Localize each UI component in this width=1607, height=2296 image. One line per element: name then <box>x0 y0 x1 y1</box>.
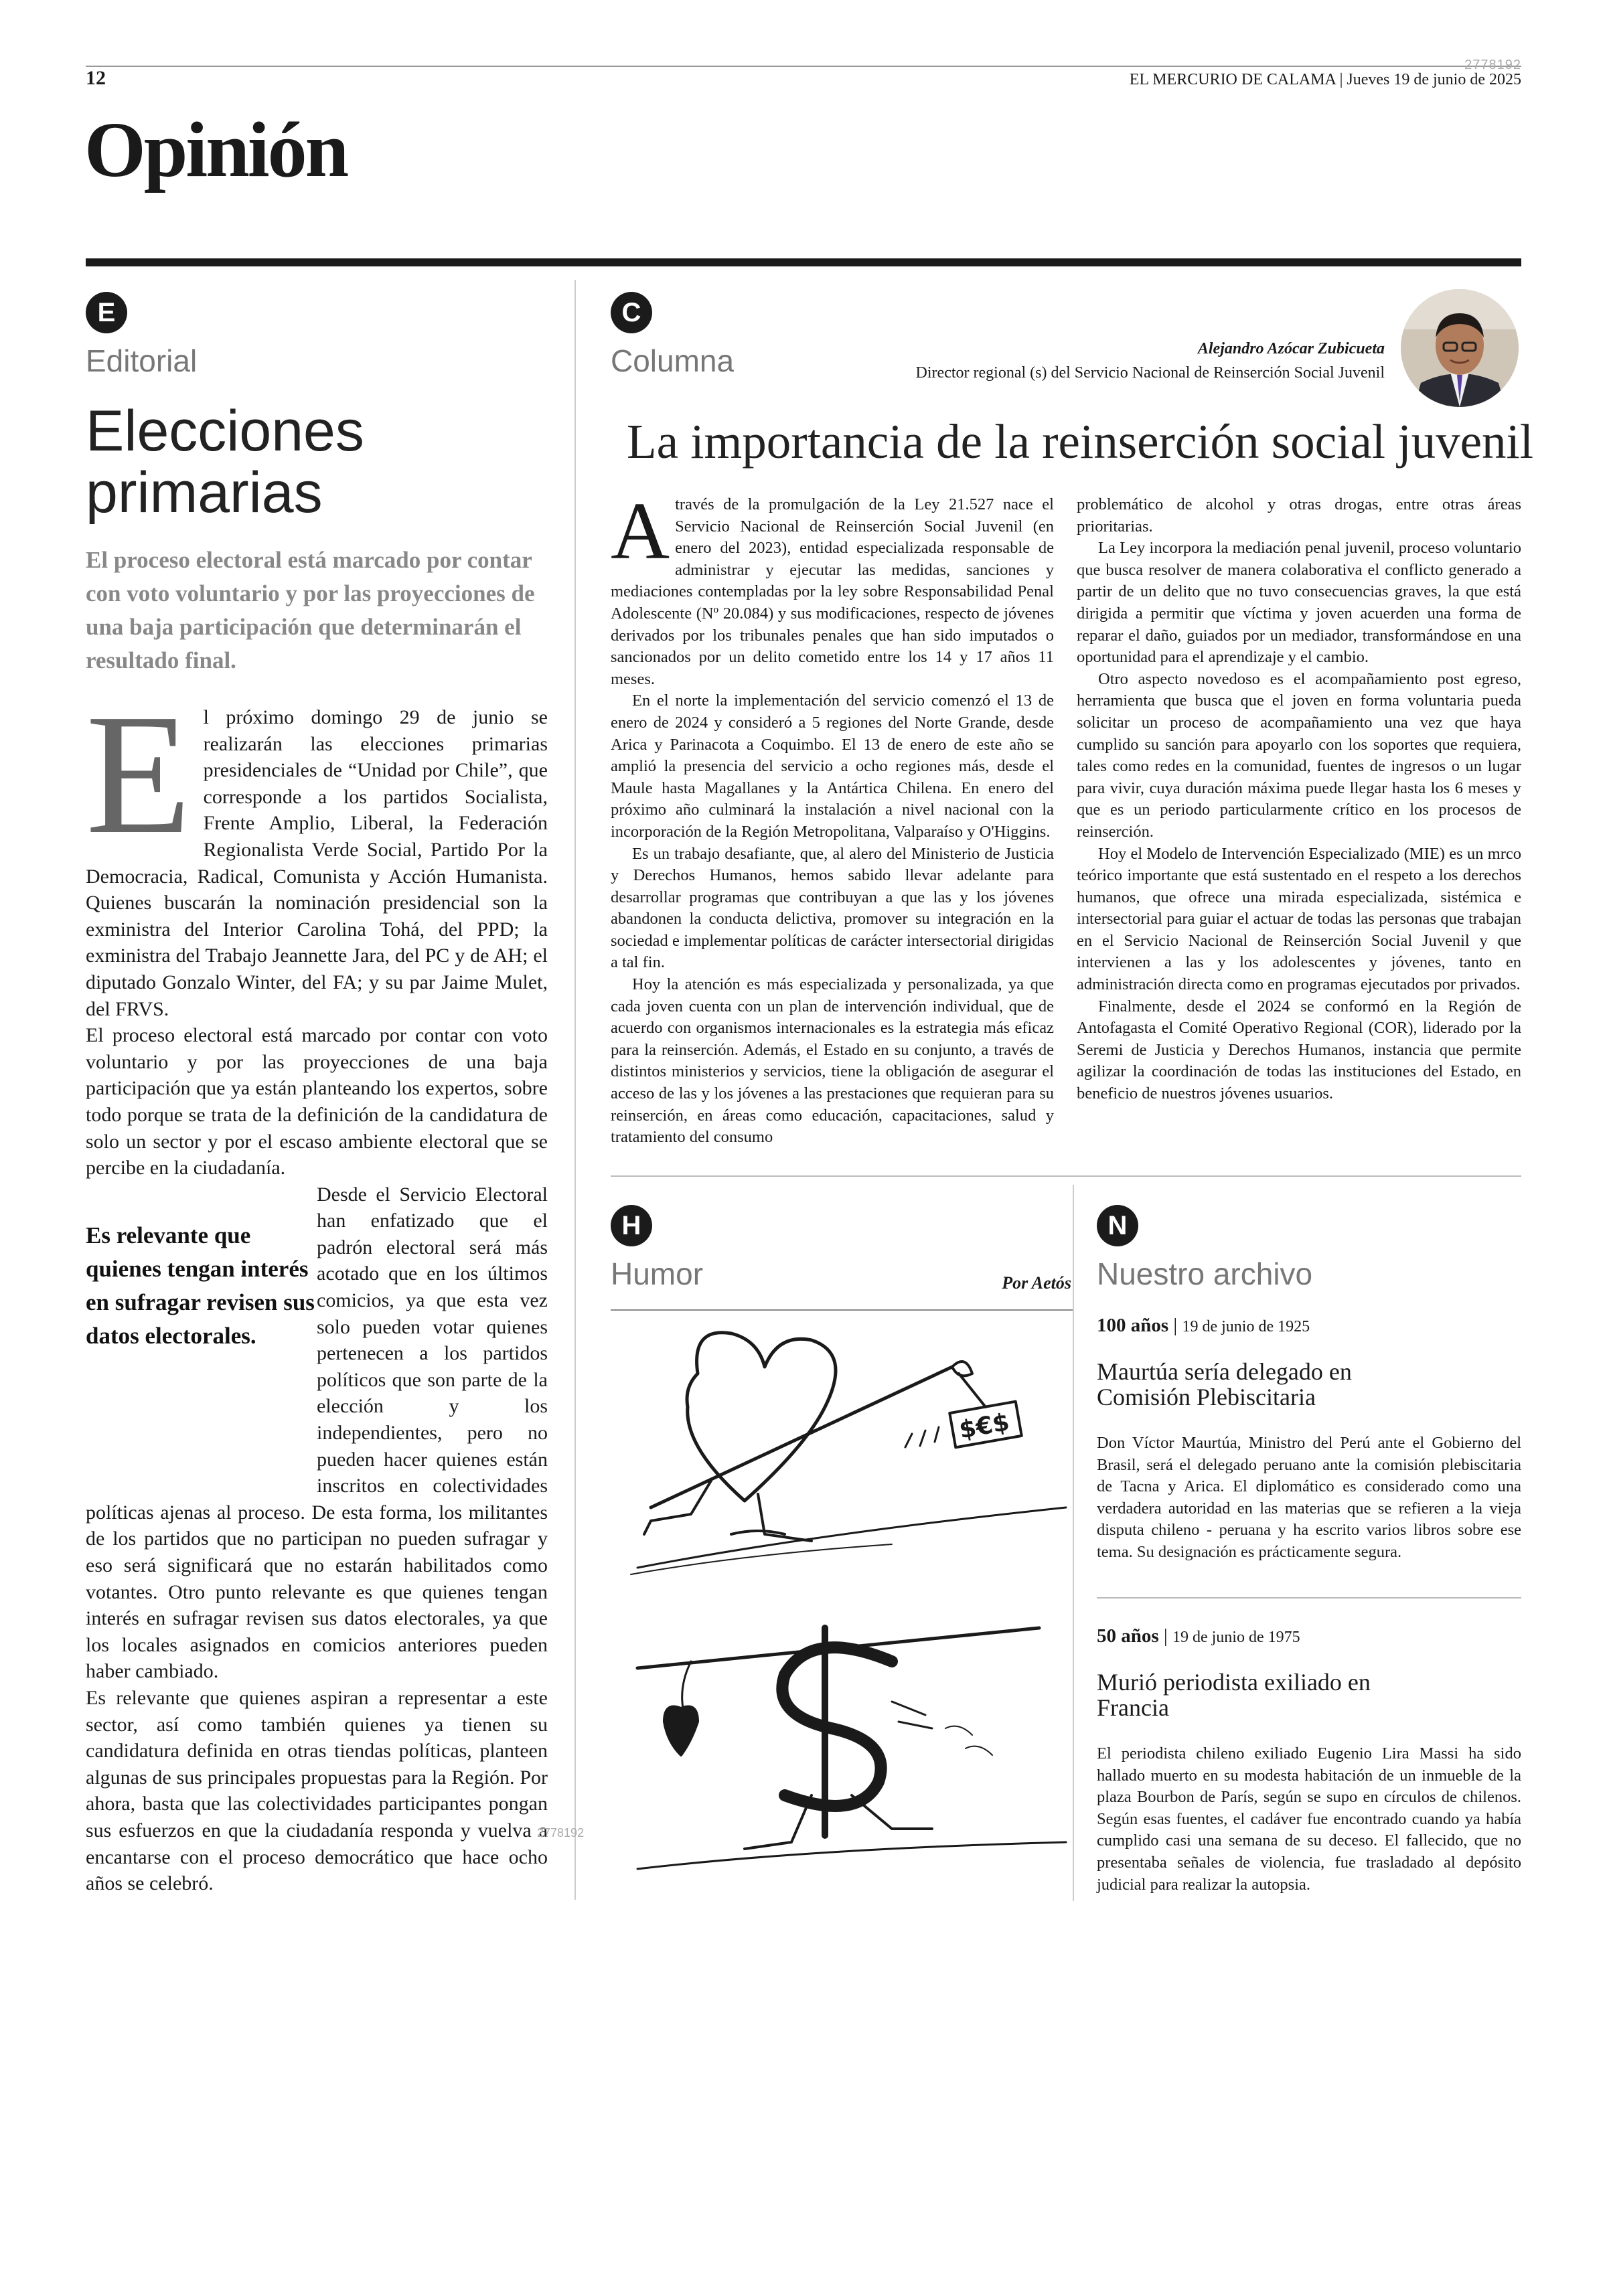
editorial-paragraph: El proceso electoral está marcado por contar con voto voluntario y por las proyecciones de una baja participación que ya están planteando los expertos, sobre todo porque se trata de la definición de la candidatura de solo un sector y por el escaso ambiente electoral que se percibe en la ciudadanía. <box>86 1024 548 1179</box>
archive-rule <box>1097 1597 1521 1598</box>
author-role: Director regional (s) del Servicio Nacional de Reinserción Social Juvenil <box>915 364 1385 382</box>
section-title: Opinión <box>84 106 348 193</box>
column-kicker: Columna <box>611 343 735 378</box>
cartoon-price-tag: $€$ <box>957 1408 1012 1445</box>
archive-badge: N <box>1097 1205 1138 1246</box>
lower-divider <box>1073 1185 1074 1901</box>
author-name: Alejandro Azócar Zubicueta <box>1197 340 1385 357</box>
author-photo <box>1401 289 1519 407</box>
masthead: EL MERCURIO DE CALAMA | Jueves 19 de junio de 2025 <box>1129 71 1521 88</box>
column-paragraph: Através de la promulgación de la Ley 21.527 nace el Servicio Nacional de Reinserción Social Juvenil (en enero del 2023), entidad especializada responsable de administrar y ejecutar las medidas, sanciones y mediaciones contempladas por la ley sobre Responsabilidad Penal Adolescente (Nº 20.084) y sus modificaciones, respecto de jóvenes derivados por los tribunales penales que han sido imputados o sancionados por un delito cometido entre los 14 y 17 años 11 meses. <box>611 486 1054 688</box>
humor-badge: H <box>611 1205 652 1246</box>
editorial-paragraph: Es relevante que quienes aspiran a representar a este sector, así como también quienes ya tienen su candidatura definida en otras tiendas políticas, planteen algunas de sus principales propuestas para la Región. Por ahora, basta que las colectividades participantes pongan sus esfuerzos en que la ciudadanía responda y vuelva a encantarse con el proceso democrático que hace ocho años se celebró. <box>86 1686 548 1895</box>
cartoon-stamp: 2778192 <box>537 1826 585 1839</box>
editorial-badge: E <box>86 292 127 333</box>
archive-headline: Murió periodista exiliado en Francia <box>1097 1669 1371 1721</box>
editorial-drop-cap: E <box>86 678 192 870</box>
editorial-kicker: Editorial <box>86 343 198 378</box>
page-number: 12 <box>86 67 106 89</box>
column-paragraph: La Ley incorpora la mediación penal juvenil, proceso voluntario que busca resolver de manera colaborativa el conflicto generado a partir de un delito que no tuvo consecuencias graves, la que está dirigida a permitir que víctima y joven acuerden una forma de reparar el daño, guiados por un mediador, transformándose en una oportunidad para el aprendizaje y el cambio. <box>1077 539 1521 667</box>
archive-body: El periodista chileno exiliado Eugenio Lira Massi ha sido hallado muerto en su modesta habitación de un inmueble de la plaza Bourbon de París, según se supo en círculos de chilenos. Según esas fuentes, el cadáver fue encontrado cuando ya había cumplido casi una semana de su deceso. El fallecido, que no presentaba señales de violencia, fue trasladado al depósito judicial para realizar la autopsia. <box>1097 1744 1521 1894</box>
editorial-lead: El proceso electoral está marcado por contar con voto voluntario y por las proyecciones de una baja participación que determinarán el resultado final. <box>86 547 535 673</box>
archive-years: 100 años | 19 de junio de 1925 <box>1097 1315 1310 1336</box>
column-paragraph: Hoy la atención es más especializada y personalizada, ya que cada joven cuenta con un plan de intervención individual, que de acuerdo con organismos internacionales es la estrategia más eficaz para la reinserción. Además, el Estado en su conjunto, a través de distintos ministerios y servicios, tiene la obligación de asegurar el acceso de las y los jóvenes a las prestaciones que requieran para su reinserción, en áreas como educación, capacitaciones, salud y tratamiento del consumo <box>611 975 1054 1147</box>
editorial-paragraph: Desde el Servicio Electoral han enfatizado que el padrón electoral será más acotado que en los últimos comicios, ya que esta vez solo pueden votar quienes pertenecen a los partidos políticos que son parte de la elección y los independientes, pero no pueden hacer quienes están inscritos en colectividades políticas ajenas al proceso. De esta forma, los militantes de los partidos que no participan no pueden sufragar y eso será significará que no estarán habilitados como votantes. Otro punto relevante es que quienes tengan interés en sufragar revisen sus datos electorales, ya que los locales asignados en comicios anteriores pueden haber cambiado. <box>86 1183 548 1683</box>
column-badge: C <box>611 292 652 333</box>
column-paragraph: Es un trabajo desafiante, que, al alero del Ministerio de Justicia y Derechos Humanos, hemos sabido llevar adelante para desarrollar programas que contribuyan a que las y los jóvenes abandonen la conducta delictiva, promover su integración en la sociedad e implementar políticas de carácter intersectorial dirigidas a tal fin. <box>611 844 1054 972</box>
editorial-body <box>86 678 548 1897</box>
column-paragraph: Finalmente, desde el 2024 se conformó en la Región de Antofagasta el Comité Operativo Regional (COR), liderado por la Seremi de Justicia y Derechos Humanos, instancia que permite agilizar la coordinación de todas las instituciones del Estado, en beneficio de nuestros jóvenes usuarios. <box>1077 997 1521 1103</box>
pull-quote: Es relevante que quienes tengan interés en sufragar revisen sus datos electorales. <box>86 1222 315 1349</box>
lower-rule <box>611 1175 1521 1177</box>
column-drop-cap: A <box>611 486 670 576</box>
editorial-paragraph: l próximo domingo 29 de junio se realizarán las elecciones primarias presidenciales de “Unidad por Chile”, que corresponde a los partidos Socialista, Frente Amplio, Liberal, la Federación Regionalista Verde Social, Partido Por la Democracia, Radical, Comunista y Acción Humanista. Quienes buscarán la nominación presidencial son la exministra del Interior Carolina Tohá, del PPD; la exministra del Trabajo Jeannette Jara, del PC y de AH; el diputado Gonzalo Winter, del FA; y su par Jaime Mulet, del FRVS. <box>86 706 548 1020</box>
column-paragraph: En el norte la implementación del servicio comenzó el 13 de enero de 2024 y consideró a 5 regiones del Norte Grande, desde Arica y Parinacota a Coquimbo. El 13 de enero de este año se amplió la presencia del servicio a ocho regiones más, desde el Maule hasta Magallanes y la Antártica Chilena. En enero del próximo año culminará la instalación a nivel nacional con la incorporación de la Región Metropolitana, Valparaíso y O'Higgins. <box>611 691 1054 841</box>
archive-kicker: Nuestro archivo <box>1097 1256 1313 1291</box>
column-paragraph: problemático de alcohol y otras drogas, entre otras áreas prioritarias. <box>1077 495 1521 536</box>
column-paragraph: Hoy el Modelo de Intervención Especializado (MIE) es un mrco teórico importante que está sustentado en el respeto a los derechos humanos, que ofrece una mirada especializada, sistémica e intersectorial para guiar el actuar de todas las personas que trabajan en el Servicio Nacional de Reinserción Social Juvenil y que intervienen a las y los adolescentes y jóvenes, tanto en administración directa como en programas ejecutados por privados. <box>1077 844 1521 994</box>
column-body-right <box>1077 494 1521 1105</box>
archive-years: 50 años | 19 de junio de 1975 <box>1097 1625 1300 1647</box>
top-rule <box>86 66 1521 67</box>
humor-kicker: Humor <box>611 1256 704 1291</box>
pull-quote-box <box>86 1181 317 1489</box>
column-divider <box>575 280 576 1900</box>
scan-stamp: 2778192 <box>1464 58 1521 72</box>
archive-headline: Maurtúa sería delegado en Comisión Plebiscitaria <box>1097 1358 1352 1410</box>
editorial-title: Elecciones primarias <box>86 399 364 525</box>
humor-rule <box>611 1309 1073 1311</box>
cartoon-byline: Por Aetós <box>1002 1273 1071 1293</box>
section-rule <box>86 258 1521 266</box>
column-body-left <box>611 486 1054 1149</box>
column-title: La importancia de la reinserción social juvenil <box>627 414 1534 469</box>
column-paragraph: Otro aspecto novedoso es el acompañamiento post egreso, herramienta que busca que el joven en forma voluntaria pueda solicitar un proceso de acompañamiento una vez que haya cumplido su sanción para apoyarlo con los soportes que requiera, tales como redes en la comunidad, fuentes de ingresos o un lugar para vivir, cuya duración máxima puede llegar hasta los 6 meses y que es un periodo particularmente crítico en los procesos de reinserción. <box>1077 669 1521 841</box>
archive-body: Don Víctor Maurtúa, Ministro del Perú ante el Gobierno del Brasil, será el delegado peruano ante la comisión plebiscitaria de Tacna y Arica. El diplomático es considerado como una verdadera autoridad en las materias que se refieren a la vieja disputa chileno - peruana y ha escrito varios libros sobre ese tema. Su designación es prácticamente segura. <box>1097 1434 1521 1561</box>
cartoon <box>537 1313 1073 1889</box>
